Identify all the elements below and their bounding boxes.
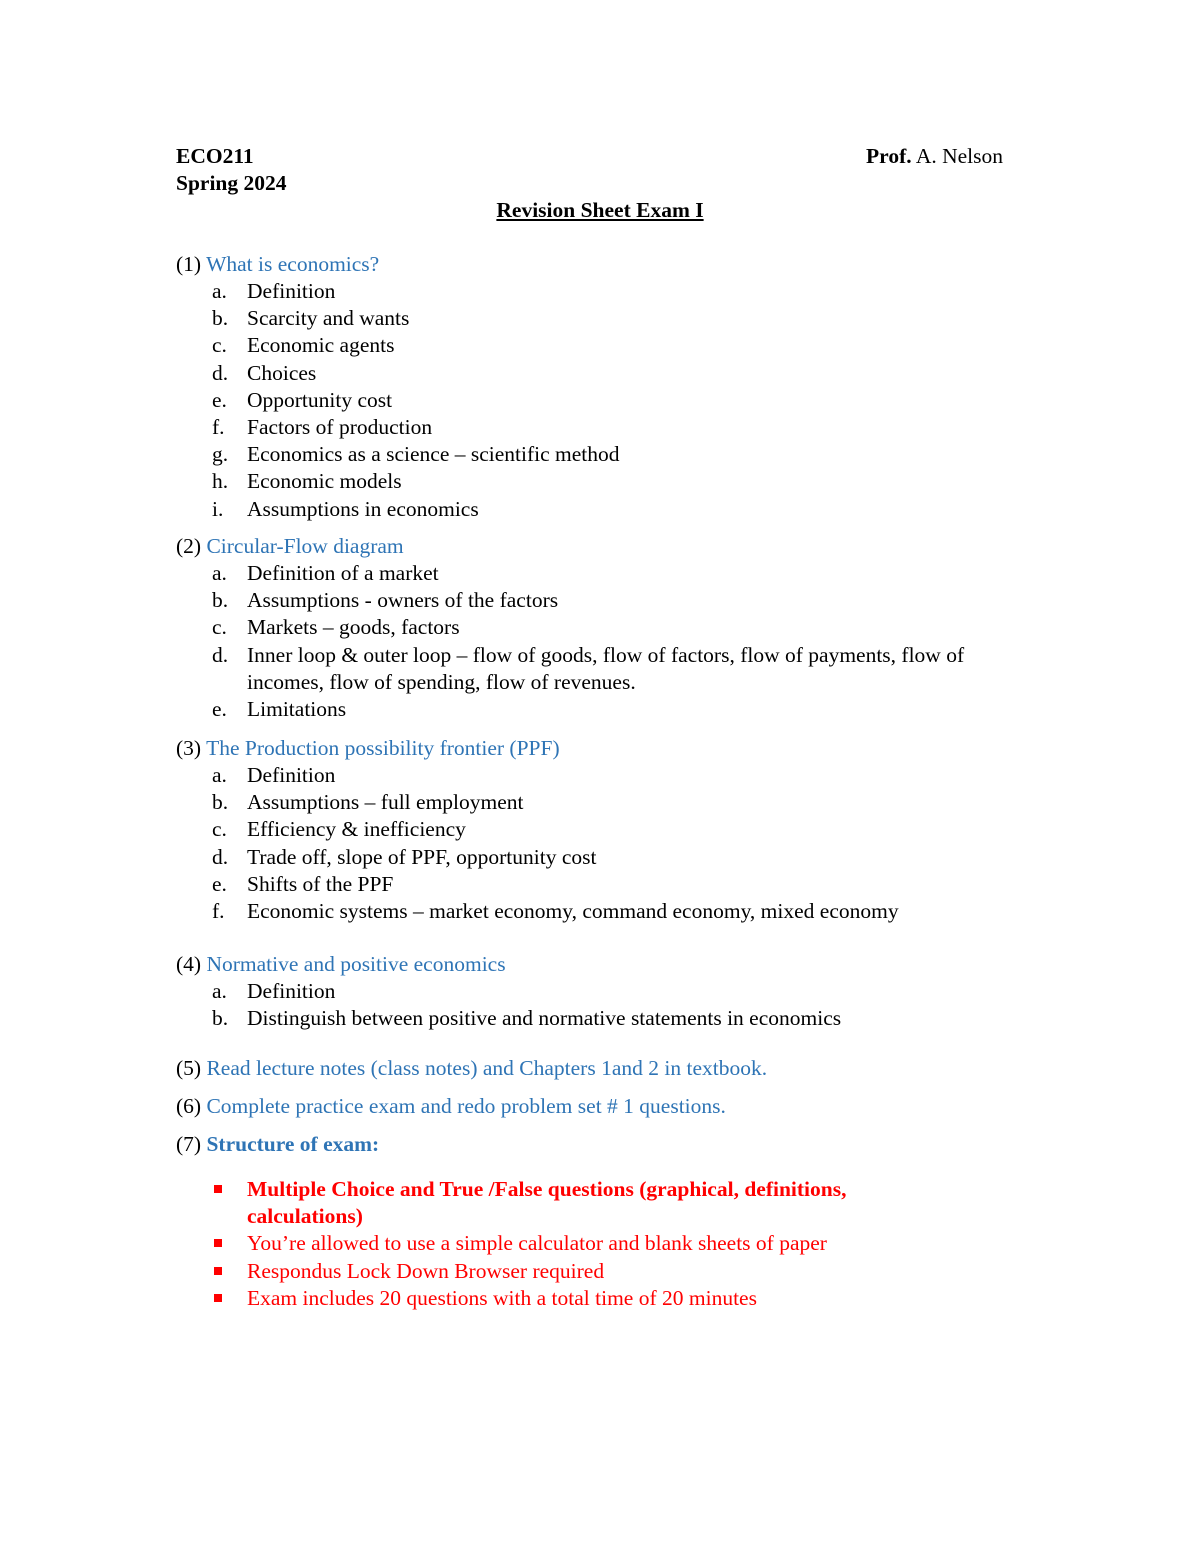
section-list — [176, 560, 1016, 723]
section-list — [176, 762, 1016, 925]
list-item: e. Limitations — [212, 697, 347, 722]
course-info — [176, 143, 287, 197]
page-title: Revision Sheet Exam I — [496, 198, 704, 222]
section-heading: (6) Complete practice exam and redo problem set # 1 questions. — [176, 1094, 726, 1118]
list-item: Exam includes 20 questions with a total time of 20 minutes — [176, 1285, 936, 1312]
course-code: ECO211 — [176, 144, 254, 168]
section-list — [176, 978, 1016, 1032]
list-item: c. Efficiency & inefficiency — [212, 817, 466, 842]
section-heading: (2) Circular-Flow diagram — [176, 534, 404, 558]
section-3 — [176, 735, 1016, 925]
list-item: c. Markets – goods, factors — [212, 615, 460, 640]
section-5 — [176, 1055, 1016, 1082]
list-item: f. Factors of production — [212, 415, 433, 440]
list-item: a. Definition — [212, 763, 336, 787]
list-item: Respondus Lock Down Browser required — [176, 1258, 936, 1285]
section-1 — [176, 251, 1016, 523]
professor-title: Prof. — [866, 144, 912, 168]
list-item: Multiple Choice and True /False questions (graphical, definitions, calculations) — [176, 1176, 936, 1230]
section-list — [176, 278, 1016, 523]
square-bullet-icon — [214, 1267, 222, 1275]
list-item: h. Economic models — [212, 469, 402, 494]
list-item: g. Economics as a science – scientific method — [212, 442, 620, 467]
section-heading: (1) What is economics? — [176, 252, 380, 276]
square-bullet-icon — [214, 1294, 222, 1302]
list-item: e. Shifts of the PPF — [212, 871, 394, 896]
list-item: d. Trade off, slope of PPF, opportunity cost — [212, 844, 597, 869]
square-bullet-icon — [214, 1239, 222, 1247]
professor-name: A. Nelson — [915, 144, 1003, 168]
list-item: d. Choices — [212, 360, 317, 385]
section-heading: (5) Read lecture notes (class notes) and Chapters 1and 2 in textbook. — [176, 1056, 768, 1080]
exam-structure-list — [176, 1176, 936, 1312]
list-item: a. Definition — [212, 279, 336, 303]
list-item: i. Assumptions in economics — [212, 496, 479, 521]
section-6 — [176, 1093, 1016, 1120]
list-item: b. Assumptions – full employment — [212, 790, 524, 815]
list-item: b. Assumptions - owners of the factors — [212, 588, 559, 613]
section-heading: (4) Normative and positive economics — [176, 952, 506, 976]
list-item: e. Opportunity cost — [212, 387, 393, 412]
list-item: f. Economic systems – market economy, command economy, mixed economy — [212, 899, 899, 924]
list-item: b. Distinguish between positive and normative statements in economics — [212, 1006, 842, 1031]
list-item: c. Economic agents — [212, 333, 395, 358]
term: Spring 2024 — [176, 171, 287, 195]
list-item: You’re allowed to use a simple calculator and blank sheets of paper — [176, 1230, 936, 1257]
section-7 — [176, 1131, 1016, 1312]
list-item: a. Definition — [212, 979, 336, 1003]
section-heading: (7) Structure of exam: — [176, 1132, 380, 1156]
list-item: b. Scarcity and wants — [212, 306, 410, 331]
professor-info — [866, 143, 1003, 170]
section-heading: (3) The Production possibility frontier (PPF) — [176, 736, 560, 760]
list-item: d. Inner loop & outer loop – flow of goods, flow of factors, flow of payments, flow of incomes, flow of spending, flow of revenues. — [212, 642, 965, 694]
list-item: a. Definition of a market — [212, 561, 439, 585]
square-bullet-icon — [214, 1185, 222, 1193]
section-2 — [176, 533, 1016, 723]
section-4 — [176, 951, 1016, 1032]
